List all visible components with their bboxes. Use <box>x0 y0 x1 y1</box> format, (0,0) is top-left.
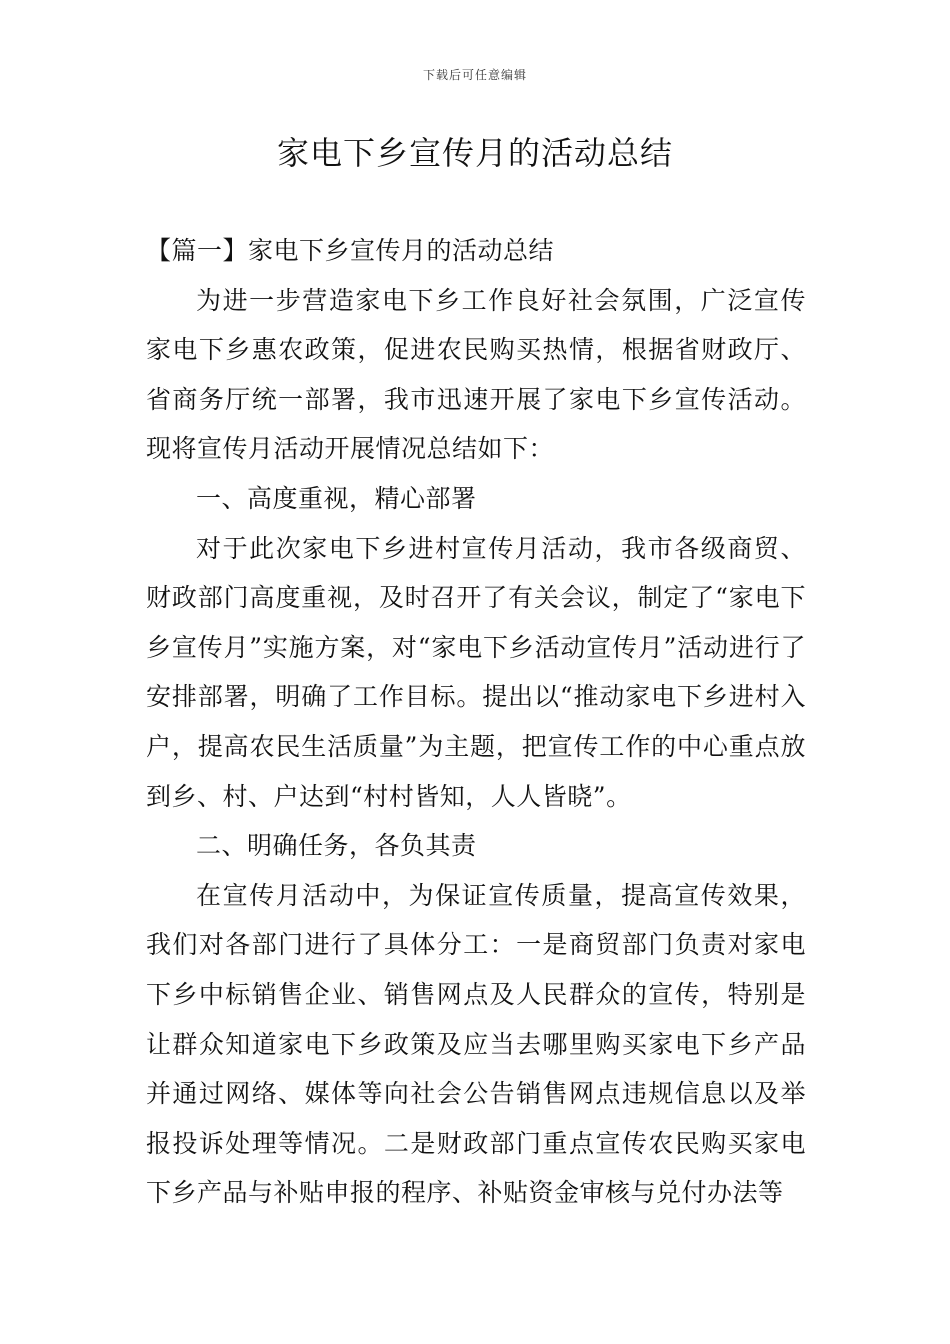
paragraph-intro: 为进一步营造家电下乡工作良好社会氛围，广泛宣传家电下乡惠农政策，促进农民购买热情，根据省财政厅、省商务厅统一部署，我市迅速开展了家电下乡宣传活动。现将宣传月活动开展情况总结如下： <box>146 285 806 464</box>
header-note: 下载后可任意编辑 <box>422 68 527 82</box>
paragraph-section-1: 对于此次家电下乡进村宣传月活动，我市各级商贸、财政部门高度重视，及时召开了有关会议，制定了“家电下乡宣传月”实施方案，对“家电下乡活动宣传月”活动进行了安排部署，明确了工作目标。提出以“推动家电下乡进村入户，提高农民生活质量”为主题，把宣传工作的中心重点放到乡、村、户达到“村村皆知，人人皆晓”。 <box>146 533 806 811</box>
section-heading-1: 一、高度重视，精心部署 <box>196 483 477 513</box>
section-heading-part-one: 【篇一】家电下乡宣传月的活动总结 <box>146 236 555 265</box>
section-heading-2: 二、明确任务，各负其责 <box>196 831 477 861</box>
document-title: 家电下乡宣传月的活动总结 <box>276 134 673 172</box>
document-body <box>146 226 806 1218</box>
paragraph-section-2: 在宣传月活动中，为保证宣传质量，提高宣传效果，我们对各部门进行了具体分工：一是商贸部门负责对家电下乡中标销售企业、销售网点及人民群众的宣传，特别是让群众知道家电下乡政策及应当去哪里购买家电下乡产品并通过网络、媒体等向社会公告销售网点违规信息以及举报投诉处理等情况。二是财政部门重点宣传农民购买家电下乡产品与补贴申报的程序、补贴资金审核与兑付办法等 <box>146 880 806 1208</box>
